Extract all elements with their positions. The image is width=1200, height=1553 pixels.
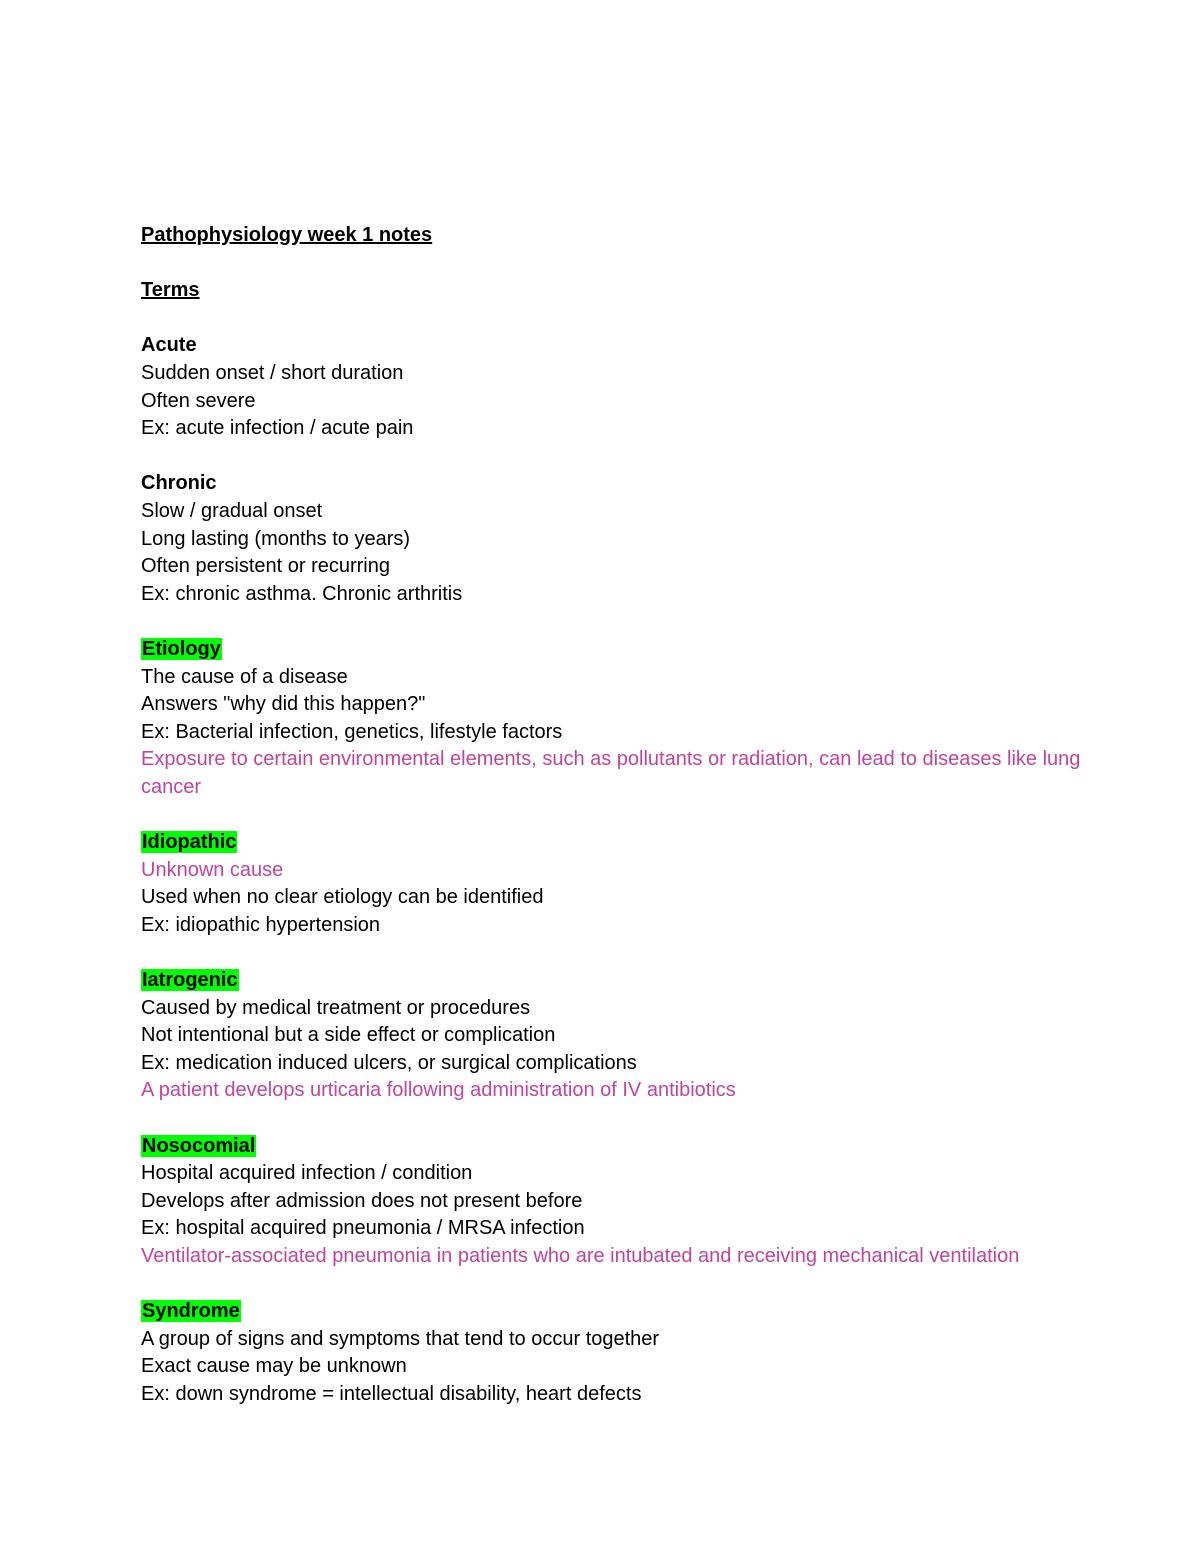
term-line: Ex: idiopathic hypertension: [141, 913, 381, 936]
term-name-highlighted: Syndrome: [142, 1300, 240, 1323]
term-line: Ex: medication induced ulcers, or surgical complications: [141, 1051, 637, 1074]
spacer: [141, 939, 1081, 967]
term-line: Ex: acute infection / acute pain: [141, 417, 414, 440]
example-note: Ventilator-associated pneumonia in patients who are intubated and receiving mechanical ventilation: [141, 1244, 1020, 1267]
term-name: Acute: [141, 334, 197, 357]
term-line: Often severe: [141, 389, 256, 412]
term-line: A group of signs and symptoms that tend to occur together: [141, 1327, 660, 1350]
term-name-highlighted: Etiology: [142, 637, 221, 660]
spacer: [141, 1271, 1081, 1299]
term-line: Hospital acquired infection / condition: [141, 1162, 473, 1185]
section-heading: Terms: [141, 279, 200, 302]
spacer: [141, 305, 1081, 333]
term-block-chronic: [141, 470, 1081, 608]
term-line: Develops after admission does not present before: [141, 1189, 583, 1212]
example-note: Exposure to certain environmental elements, such as pollutants or radiation, can lead to diseases like lung cancer: [141, 748, 1081, 798]
term-line: Slow / gradual onset: [141, 499, 323, 522]
term-block-etiology: [141, 636, 1081, 802]
page-title: Pathophysiology week 1 notes: [141, 224, 433, 246]
term-line: Answers "why did this happen?": [141, 693, 426, 716]
spacer: [141, 801, 1081, 829]
term-line: Ex: chronic asthma. Chronic arthritis: [141, 582, 463, 605]
example-note: Unknown cause: [141, 858, 284, 881]
term-line: Used when no clear etiology can be identified: [141, 886, 544, 909]
term-line: Caused by medical treatment or procedures: [141, 996, 531, 1019]
term-line: Ex: down syndrome = intellectual disability, heart defects: [141, 1382, 642, 1405]
spacer: [141, 443, 1081, 471]
term-block-nosocomial: [141, 1133, 1081, 1271]
term-line: Long lasting (months to years): [141, 527, 411, 550]
term-line: Sudden onset / short duration: [141, 361, 404, 384]
spacer: [141, 608, 1081, 636]
term-name-highlighted: Iatrogenic: [142, 969, 238, 992]
term-name-highlighted: Nosocomial: [142, 1134, 256, 1157]
term-name-highlighted: Idiopathic: [142, 831, 237, 854]
term-block-acute: [141, 332, 1081, 442]
term-line: Often persistent or recurring: [141, 555, 390, 578]
term-block-iatrogenic: [141, 967, 1081, 1105]
term-block-idiopathic: [141, 829, 1081, 939]
term-line: Exact cause may be unknown: [141, 1355, 407, 1378]
term-block-syndrome: [141, 1298, 1081, 1408]
spacer: [141, 1105, 1081, 1133]
term-name: Chronic: [141, 472, 217, 495]
term-line: Not intentional but a side effect or complication: [141, 1024, 556, 1047]
term-line: Ex: Bacterial infection, genetics, lifestyle factors: [141, 720, 563, 743]
term-line: The cause of a disease: [141, 665, 348, 688]
term-line: Ex: hospital acquired pneumonia / MRSA infection: [141, 1217, 585, 1240]
example-note: A patient develops urticaria following administration of IV antibiotics: [141, 1079, 736, 1102]
document-page: [141, 222, 1081, 1409]
spacer: [141, 250, 1081, 278]
